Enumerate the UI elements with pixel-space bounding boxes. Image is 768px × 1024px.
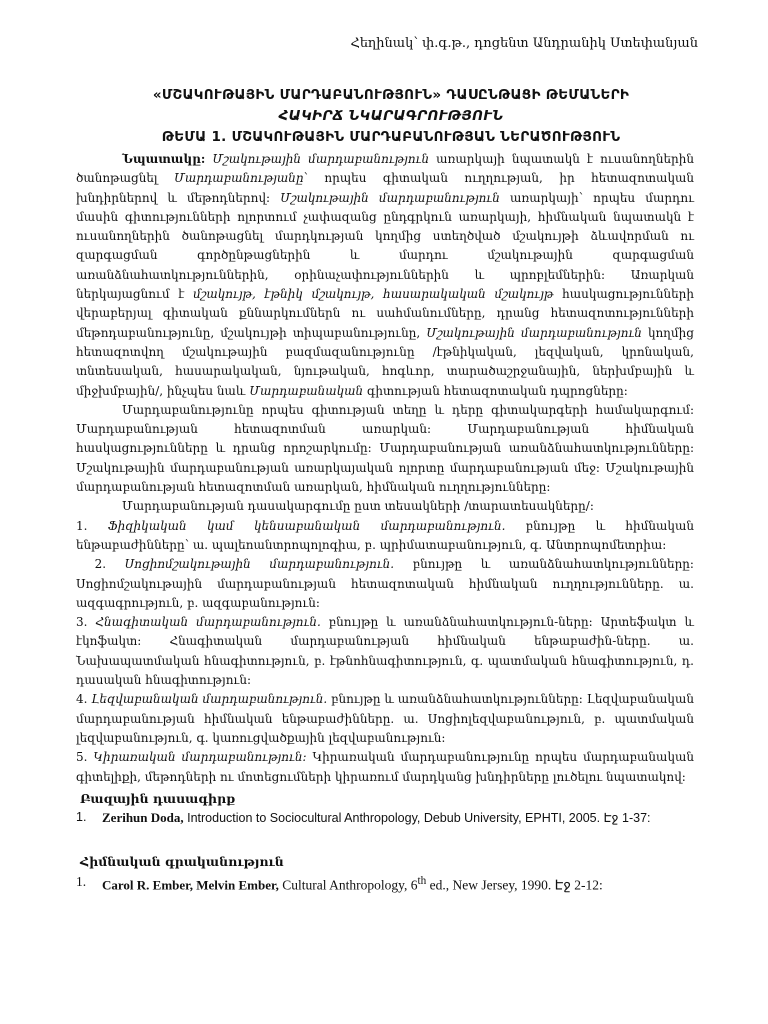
item-number: 1. xyxy=(76,518,88,533)
p1-s4: հասկացությունների վերաբերյալ գիտական քննարկումներն ու սահմանումները, դրանց հետազոտությունների մեթոդաբանությունը, մշակույթի տիպաբանությունը, xyxy=(76,287,695,340)
topic-title: ԹԵՄԱ 1. ՄՇԱԿՈՒԹԱՅԻՆ ՄԱՐԴԱԲԱՆՈՒԹՅԱՆ ՆԵՐԱԾՈՒԹՅՈՒՆ xyxy=(161,129,621,145)
course-subtitle: ՀԱԿԻՐՃ ՆԿԱՐԱԳՐՈՒԹՅՈՒՆ xyxy=(278,108,504,124)
p1-s2-it: Մարդաբանությանը xyxy=(174,171,304,186)
p1-s6: գիտության հետազոտական դպրոցները: xyxy=(363,383,628,398)
reference-item xyxy=(76,872,694,895)
reference-number: 1. xyxy=(76,810,87,825)
reference-superscript: th xyxy=(417,874,427,887)
item-text: բնույթը և առանձնահատկությունները: Լեզվաբանական մարդաբանության հիմնական ենթաբաժինները. ա. Սոցիոլեզվաբանություն, բ. պատմական լեզվաբանություն, գ. կառուցվածքային լեզվաբանություն: xyxy=(76,692,694,745)
document-body xyxy=(76,150,694,894)
p1-s1-it: Մշակութային մարդաբանություն xyxy=(212,152,430,166)
reference-author: Carol R. Ember, Melvin Ember, xyxy=(102,877,279,893)
item-text: բնույթը և առանձնահատկությունները: Սոցիոմշակութային մարդաբանության հետազոտական հիմնական ուղղությունները. ա. ազգագրություն, բ. ազգաբանություն: xyxy=(76,557,694,610)
list-item xyxy=(76,613,694,690)
item-title: Սոցիոմշակութային մարդաբանություն. xyxy=(124,557,395,572)
list-item xyxy=(76,555,694,613)
basic-textbook-heading: Բազային դասագիրք xyxy=(80,790,236,806)
list-item xyxy=(76,690,694,748)
item-text: բնույթը և առանձնահատկություն-ները: Արտեֆակտ և էկոֆակտ: Հնագիտական մարդաբանության հիմնական ենթաբաժին-ները. ա. Նախապատմական հնագիտություն, բ. էթնոհնագիտություն, գ. պատմական հնագիտություն, դ. դասական հնագիտություն: xyxy=(76,615,694,688)
item-title: Ֆիզիկական կամ կենսաբանական մարդաբանություն. xyxy=(107,518,506,533)
p1-s5-it: Մշակութային մարդաբանություն xyxy=(426,325,642,340)
item-text: Կիրառական մարդաբանությունը որպես մարդաբանական գիտելիքի, մեթոդների ու մոտեցումների կիրառում մարդկանց խնդիրները լուծելու նպատակով: xyxy=(76,750,694,784)
item-title: Կիրառական մարդաբանություն: xyxy=(93,750,307,765)
item-text: բնույթը և հիմնական ենթաբաժինները՝ ա. պալեոանտրոպոլոգիա, բ. պրիմատաբանություն, գ. Անտրոպոմետրիա: xyxy=(76,518,694,552)
p1-s1: առարկայի նպատակն է ուսանողներին ծանոթացնել xyxy=(76,152,694,186)
classification-paragraph: Մարդաբանության դասակարգումը ըստ տեսակների /տարատեսակները/: xyxy=(122,499,594,514)
p1-s3: առարկայի՝ որպես մարդու մասին գիտությունների ոլորտում չափազանց ընդգրկուն առարկայի, հիմնական նպատակն է ուսանողներին ծանոթացնել մարդկության կողմից ստեղծված մշակույթի ձևավորման ու զարգացման գործընթացներին և մարդու մշակութային զարգացման առանձնահատկություններին, օրինաչափություններին և պրոբլեմներին: Առարկան ներկայացնում է xyxy=(76,190,694,302)
reference-item xyxy=(76,808,694,828)
reference-author: Zerihun Doda, xyxy=(102,810,184,826)
overview-paragraph: Մարդաբանությունը որպես գիտության տեղը և դերը գիտակարգերի համակարգում: Մարդաբանության հետազոտման առարկան: Մարդաբանության հիմնական հասկացությունները և դրանց որոշարկումը: Մարդաբանության առանձնահատկությունները: Մշակութային մարդաբանության առարկայական ոլորտը մարդաբանության մեջ: Մշակութային մարդաբանության հետազոտման առարկան, հիմնական ուղղությունները: xyxy=(76,402,694,495)
reference-number: 1. xyxy=(76,873,87,889)
p1-s4-it: մշակույթ, էթնիկ մշակույթ, հասարակական մշակույթ xyxy=(193,287,554,302)
p1-s5: կողմից հետազոտվող մշակութային բազմազանությունը /էթնիկական, լեզվական, կրոնական, տնտեսական, հասարակական, նյութական, հոգևոր, տարածաշրջանային, ներխմբային և միջխմբային/, ինչպես նաև xyxy=(76,325,694,398)
item-title: Լեզվաբանական մարդաբանություն. xyxy=(91,692,328,707)
list-item xyxy=(76,517,694,556)
reference-text: Cultural Anthropology, 6 xyxy=(278,877,418,893)
p1-s3-it: Մշակութային մարդաբանություն xyxy=(280,190,500,205)
item-number: 5. xyxy=(76,750,88,765)
purpose-paragraph xyxy=(76,150,694,401)
reference-text: Introduction to Sociocultural Anthropology, Debub University, EPHTI, 2005. Էջ 1-37: xyxy=(183,811,651,826)
item-number: 4. xyxy=(76,692,88,707)
item-number: 2. xyxy=(94,557,107,572)
reference-text-end: ed., New Jersey, 1990. Էջ 2-12: xyxy=(426,877,603,893)
course-title: «ՄՇԱԿՈՒԹԱՅԻՆ ՄԱՐԴԱԲԱՆՈՒԹՅՈՒՆ» ԴԱՍԸՆԹԱՑԻ ԹԵՄԱՆԵՐԻ xyxy=(152,87,630,103)
p1-s2: ՝ որպես գիտական ուղղության, իր հետազոտական խնդիրներով և մեթոդներով: xyxy=(76,171,694,205)
item-title: Հնագիտական մարդաբանություն. xyxy=(95,615,321,630)
item-number: 3. xyxy=(76,615,88,630)
list-item xyxy=(76,748,694,787)
author-line: Հեղինակ՝ փ.գ.թ., դոցենտ Անդրանիկ Ստեփանյան xyxy=(350,36,698,51)
purpose-label: Նպատակը: xyxy=(122,152,206,166)
title-block xyxy=(76,85,706,148)
main-literature-heading: Հիմնական գրականություն xyxy=(80,854,284,870)
p1-s6-it: Մարդաբանական xyxy=(249,383,364,398)
